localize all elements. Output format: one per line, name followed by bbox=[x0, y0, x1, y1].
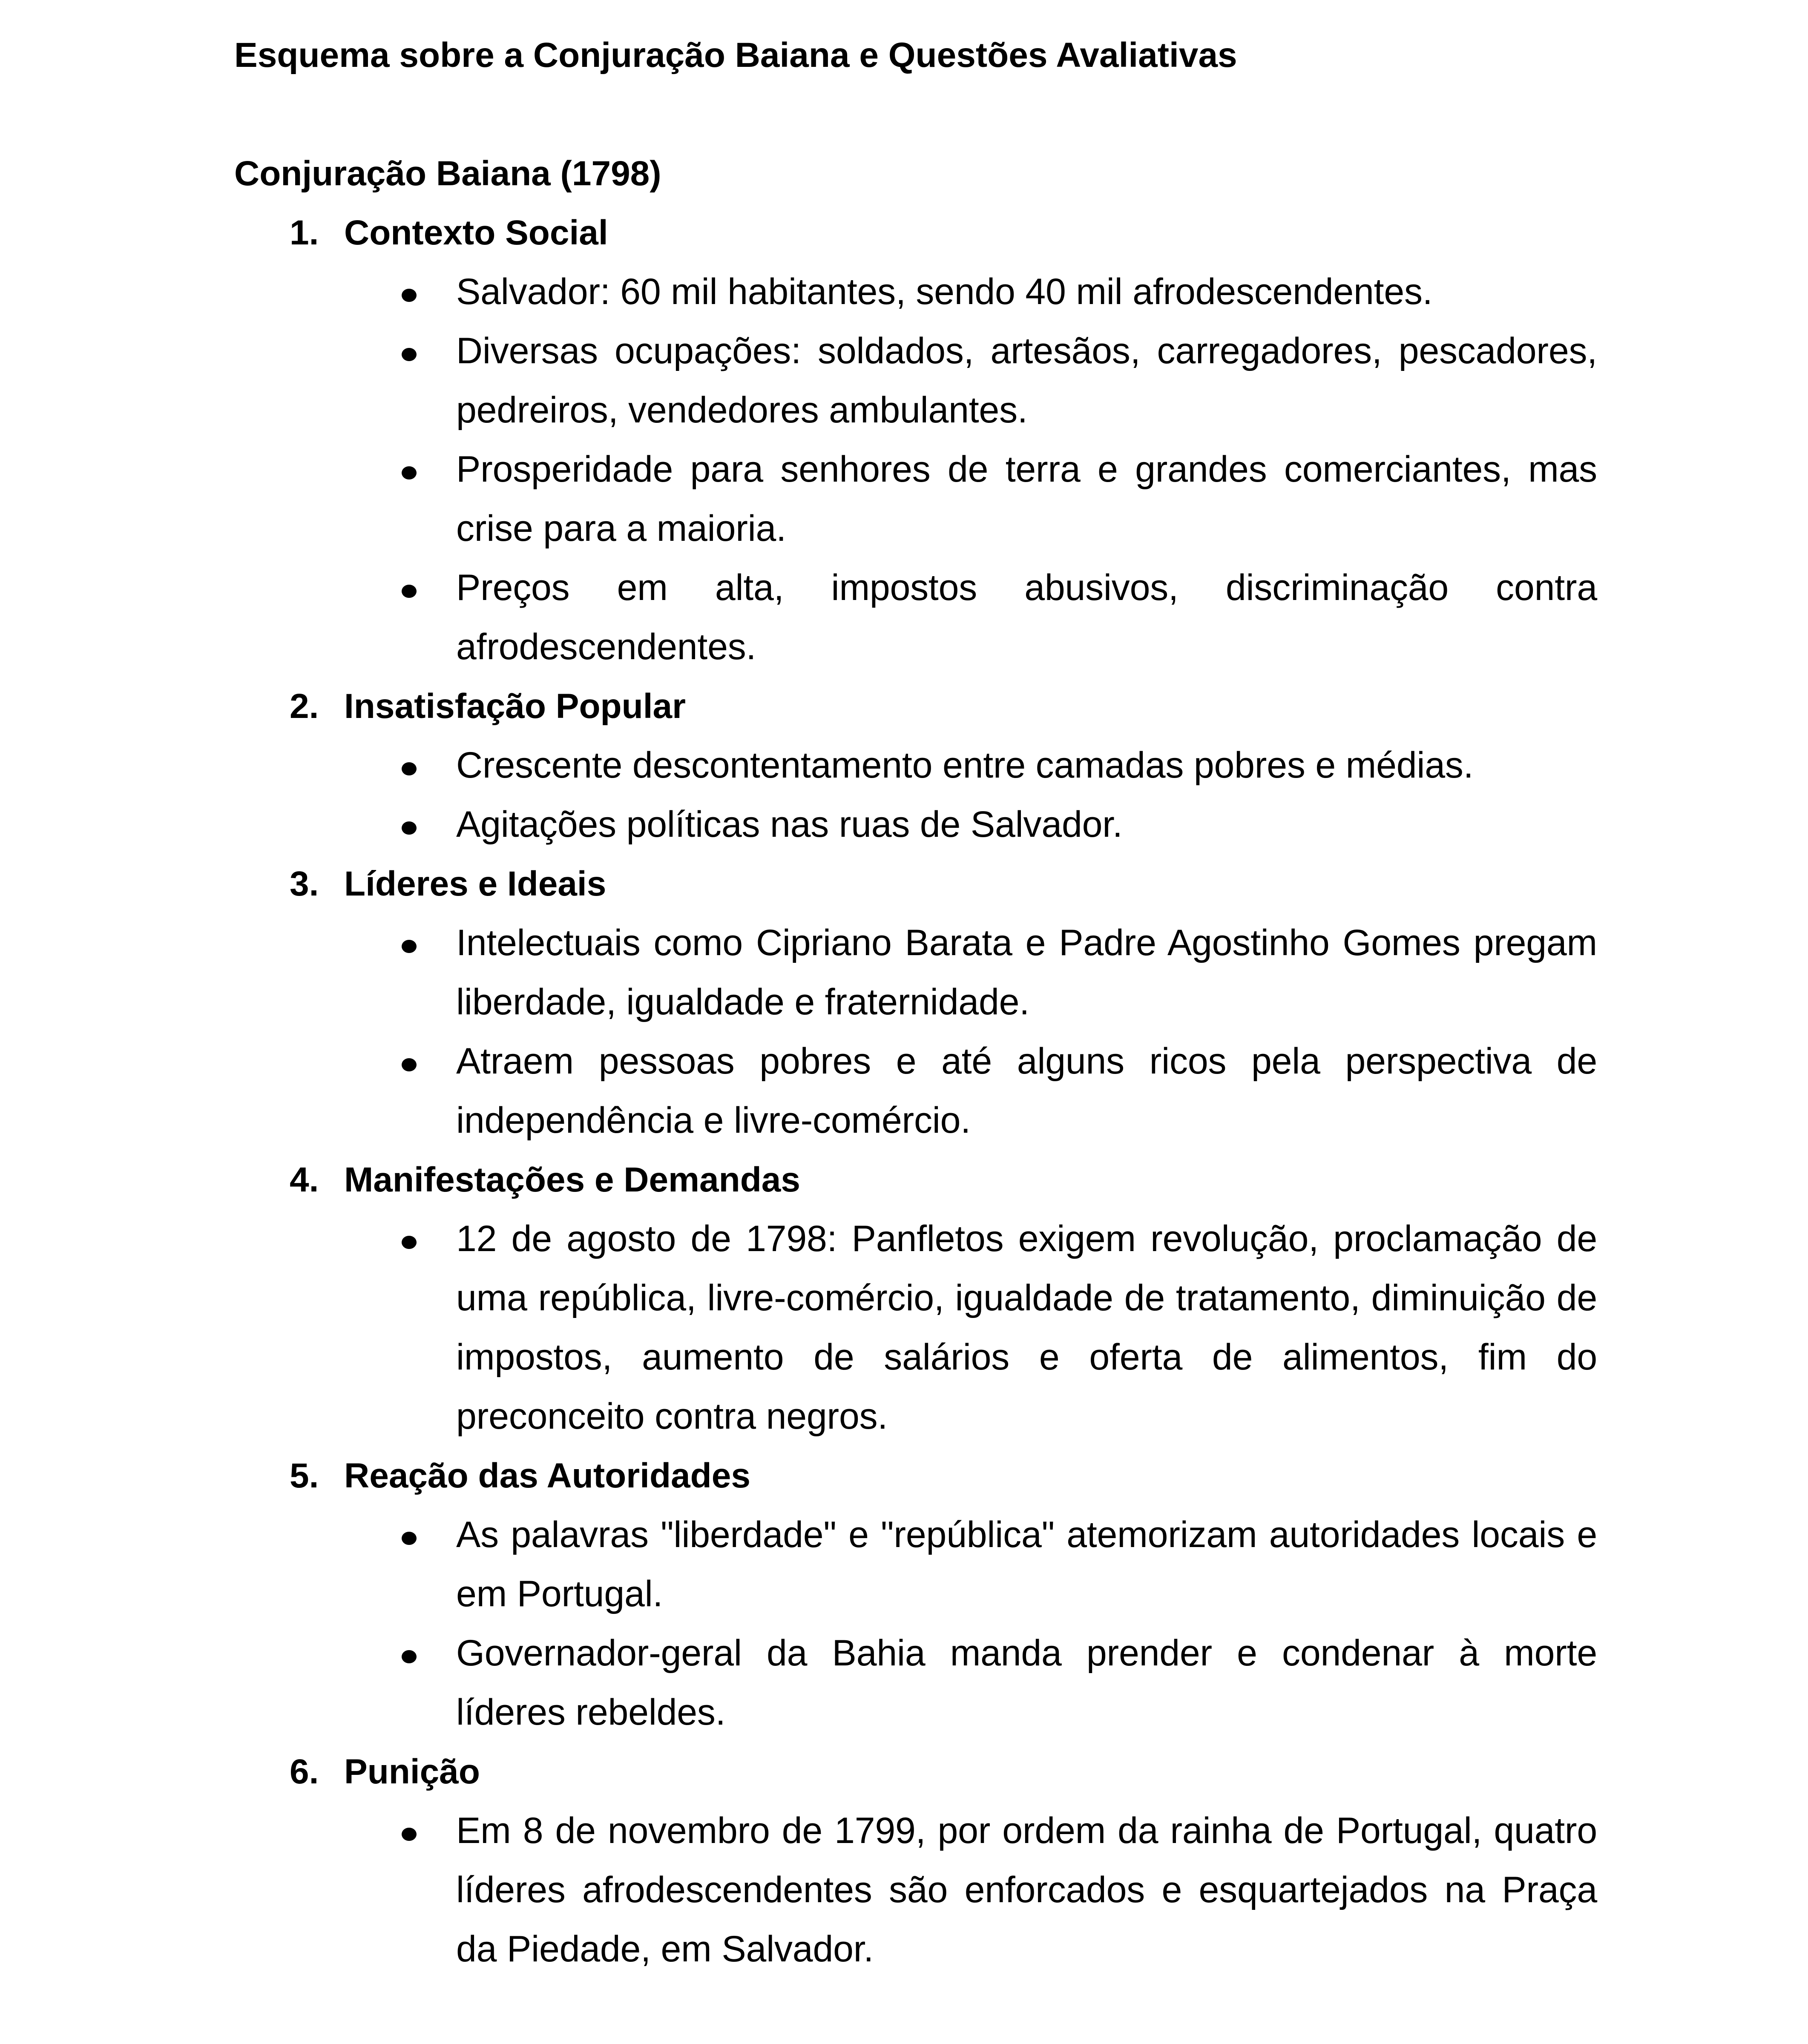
bullet-dot-icon bbox=[402, 1236, 417, 1249]
list-item bbox=[234, 262, 1597, 322]
section-number: 4. bbox=[290, 1160, 319, 1199]
bullet-dot-icon bbox=[402, 1532, 417, 1545]
bullet-icon bbox=[402, 1801, 456, 1979]
bullet-dot-icon bbox=[402, 289, 417, 302]
list-item bbox=[234, 1209, 1597, 1446]
section-title: Reação das Autoridades bbox=[344, 1456, 750, 1495]
bullet-dot-icon bbox=[402, 940, 417, 953]
list-item bbox=[234, 558, 1597, 677]
bullet-icon bbox=[402, 1505, 456, 1624]
section-heading-manifestacoes-e-demandas bbox=[234, 1150, 1597, 1209]
list-item bbox=[234, 795, 1597, 854]
section-number: 2. bbox=[290, 687, 319, 726]
bullet-icon bbox=[402, 736, 456, 795]
bullet-text: As palavras "liberdade" e "república" atemorizam autoridades locais e em Portugal. bbox=[456, 1514, 1597, 1614]
bullet-icon bbox=[402, 558, 456, 677]
section-number: 3. bbox=[290, 864, 319, 903]
list-item bbox=[234, 1032, 1597, 1150]
bullet-text: Atraem pessoas pobres e até alguns ricos pela perspectiva de independência e livre-comércio. bbox=[456, 1041, 1597, 1141]
section-heading-reacao-das-autoridades bbox=[234, 1446, 1597, 1505]
bullet-text: Governador-geral da Bahia manda prender e condenar à morte líderes rebeldes. bbox=[456, 1633, 1597, 1733]
bullet-dot-icon bbox=[402, 1828, 417, 1841]
bullet-text: Agitações políticas nas ruas de Salvador. bbox=[456, 804, 1123, 845]
section-heading-contexto-social bbox=[234, 203, 1597, 262]
section-title: Manifestações e Demandas bbox=[344, 1160, 801, 1199]
bullet-dot-icon bbox=[402, 821, 417, 835]
section-heading-punicao bbox=[234, 1742, 1597, 1801]
list-item bbox=[234, 440, 1597, 558]
bullet-icon bbox=[402, 440, 456, 558]
bullet-text: Diversas ocupações: soldados, artesãos, carregadores, pescadores, pedreiros, vendedores ambulantes. bbox=[456, 330, 1597, 431]
section-number: 1. bbox=[290, 213, 319, 252]
document-body bbox=[234, 26, 1597, 1979]
document-title: Esquema sobre a Conjuração Baiana e Questões Avaliativas bbox=[234, 36, 1237, 75]
bullet-dot-icon bbox=[402, 585, 417, 598]
bullet-icon bbox=[402, 262, 456, 322]
bullet-text: Salvador: 60 mil habitantes, sendo 40 mil afrodescendentes. bbox=[456, 271, 1433, 312]
section-title: Líderes e Ideais bbox=[344, 864, 606, 903]
section-number: 6. bbox=[290, 1752, 319, 1791]
bullet-icon bbox=[402, 795, 456, 854]
bullet-dot-icon bbox=[402, 348, 417, 361]
bullet-icon bbox=[402, 1209, 456, 1446]
bullet-dot-icon bbox=[402, 1058, 417, 1071]
list-item bbox=[234, 913, 1597, 1032]
bullet-icon bbox=[402, 1032, 456, 1150]
bullet-text: Em 8 de novembro de 1799, por ordem da rainha de Portugal, quatro líderes afrodescendentes são enforcados e esquartejados na Praça da Piedade, em Salvador. bbox=[456, 1810, 1597, 1969]
bullet-dot-icon bbox=[402, 466, 417, 479]
bullet-icon bbox=[402, 322, 456, 440]
section-heading-lideres-e-ideais bbox=[234, 854, 1597, 913]
bullet-text: Crescente descontentamento entre camadas pobres e médias. bbox=[456, 745, 1474, 786]
list-item bbox=[234, 1505, 1597, 1624]
list-item bbox=[234, 322, 1597, 440]
bullet-text: 12 de agosto de 1798: Panfletos exigem revolução, proclamação de uma república, livre-comércio, igualdade de tratamento, diminuição de impostos, aumento de salários e oferta de alimentos, fim do preconceito contra negros. bbox=[456, 1218, 1597, 1437]
bullet-text: Prosperidade para senhores de terra e grandes comerciantes, mas crise para a maioria. bbox=[456, 449, 1597, 549]
section-title: Punição bbox=[344, 1752, 480, 1791]
bullet-text: Preços em alta, impostos abusivos, discriminação contra afrodescendentes. bbox=[456, 567, 1597, 667]
list-item bbox=[234, 736, 1597, 795]
section-heading-insatisfacao-popular bbox=[234, 677, 1597, 736]
bullet-text: Intelectuais como Cipriano Barata e Padre Agostinho Gomes pregam liberdade, igualdade e fraternidade. bbox=[456, 922, 1597, 1022]
bullet-dot-icon bbox=[402, 1650, 417, 1663]
section-title: Insatisfação Popular bbox=[344, 687, 686, 726]
section-number: 5. bbox=[290, 1456, 319, 1495]
list-item bbox=[234, 1801, 1597, 1979]
bullet-icon bbox=[402, 1624, 456, 1742]
document-subtitle: Conjuração Baiana (1798) bbox=[234, 154, 661, 193]
list-item bbox=[234, 1624, 1597, 1742]
section-title: Contexto Social bbox=[344, 213, 608, 252]
bullet-dot-icon bbox=[402, 762, 417, 775]
bullet-icon bbox=[402, 913, 456, 1032]
